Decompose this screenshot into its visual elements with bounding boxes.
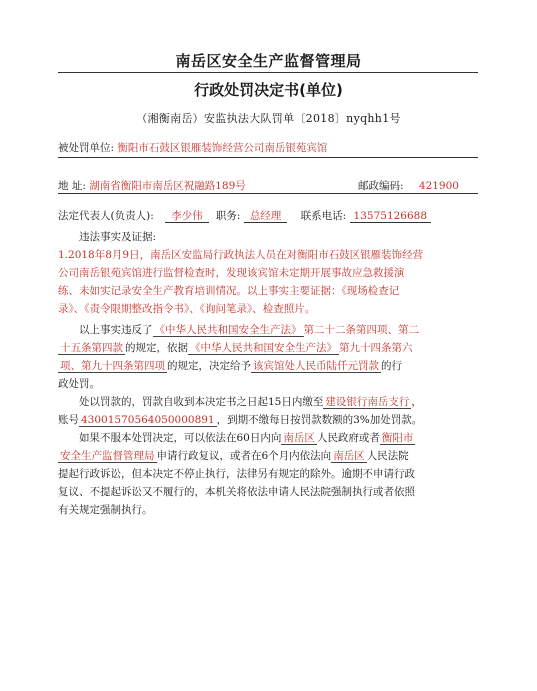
facts-line: 录》、《责令限期整改指令书》、《询问笔录》、检查照片。 — [58, 303, 316, 315]
facts-text: 练、未如实记录安全生产教育培训情况。以上事实主要证据： — [58, 285, 342, 297]
law-name: 《中华人民共和国安全生产法》 — [154, 324, 302, 336]
party-row — [58, 140, 327, 155]
appeal-line — [58, 429, 478, 447]
payment-text: ，到期不缴每日按罚款数额的3%加处罚款。 — [216, 414, 423, 426]
appeal-line: 有关规定强制执行。 — [58, 504, 153, 516]
document-body — [58, 228, 478, 519]
phone-label: 联系电话: — [300, 210, 347, 222]
address-label: 地 址: — [58, 180, 86, 192]
title-divider — [58, 72, 478, 73]
facts-heading: 违法事实及证据: — [79, 231, 157, 243]
evidence-item: 录》 — [58, 303, 74, 315]
penalty-decision: 该宾馆处人民币陆仟元罚款 — [253, 360, 379, 372]
law-clause: 第二十二条第四项、第二 — [303, 324, 419, 336]
evidence-item: 《现场检查记 — [341, 285, 400, 297]
address-row — [58, 178, 246, 193]
title-label: 职务: — [215, 210, 241, 222]
payment-text: 处以罚款的，罚款自收到本决定书之日起15日内缴至 — [79, 396, 324, 408]
payment-line — [58, 393, 478, 411]
legal-basis-line: 政处罚。 — [58, 378, 100, 390]
evidence-item: 《询问笔录》 — [199, 303, 253, 315]
legal-text: 的规定，依据 — [125, 342, 188, 354]
court-district: 南岳区 — [333, 450, 365, 462]
agency-ref: 衡阳市 — [381, 432, 414, 444]
zip-row — [358, 178, 459, 193]
law-clause: 项、第九十四条第四项 — [60, 360, 165, 372]
legal-basis-line — [58, 339, 478, 357]
appeal-text: 人民政府或者 — [316, 432, 380, 444]
party-name-value: 衡阳市石鼓区银雁装饰经营公司南岳银苑宾馆 — [117, 142, 328, 154]
appeal-text: 人民法院 — [366, 450, 409, 462]
appeal-line — [58, 447, 478, 465]
zip-value: 421900 — [418, 180, 459, 192]
document-title: 行政处罚决定书(单位) — [194, 81, 343, 99]
agency-ref: 安全生产监督管理局 — [60, 450, 155, 462]
account-number: 43001570564050000891 — [81, 414, 215, 426]
representative-row — [58, 208, 431, 223]
zip-label: 邮政编码: — [358, 180, 404, 192]
payment-text: ， — [411, 396, 422, 408]
facts-line — [58, 282, 478, 300]
address-underline — [58, 193, 478, 194]
evidence-item: 《责令限期整改指令书》 — [84, 303, 190, 315]
legal-basis-line — [58, 321, 478, 339]
appeal-text: 申请行政复议，或者在6个月内依法向 — [156, 450, 332, 462]
law-clause: 第九十四条第六 — [339, 342, 413, 354]
payment-line — [58, 411, 478, 429]
agency-name: 南岳区安全生产监督管理局 — [175, 52, 362, 70]
law-name: 《中华人民共和国安全生产法》 — [190, 342, 337, 354]
appeal-line: 复议、不提起诉讼又不履行的，本机关将依法申请人民法院强制执行或者依照 — [58, 486, 415, 498]
legal-text: 以上事实违反了 — [79, 324, 153, 336]
law-clause: 十五条第四款 — [60, 342, 123, 354]
title-value: 总经理 — [244, 210, 288, 223]
facts-line: 1.2018年8月9日，南岳区安监局行政执法人员在对衡阳市石鼓区银雁装饰经营 — [58, 249, 424, 261]
rep-value: 李少伟 — [165, 210, 209, 223]
phone-value: 13575126688 — [350, 210, 432, 223]
rep-label: 法定代表人(负责人): — [58, 210, 154, 222]
legal-basis-line — [58, 357, 478, 375]
party-underline — [58, 157, 478, 158]
document-number: （湘衡南岳）安监执法大队罚单〔2018〕nyqhh1号 — [136, 112, 401, 125]
facts-line: 公司南岳银苑宾馆进行监督检查时，发现该宾馆未定期开展事故应急救援演 — [58, 267, 405, 279]
legal-text: 的行 — [381, 360, 402, 372]
evidence-item: 、检查照片。 — [252, 303, 316, 315]
address-value: 湖南省衡阳市南岳区祝融路189号 — [89, 180, 246, 192]
party-name-label: 被处罚单位: — [58, 142, 115, 154]
legal-text: 的规定，决定给予 — [167, 360, 251, 372]
appeal-text: 如果不服本处罚决定，可以依法在60日内向 — [79, 432, 282, 444]
bank-name: 建设银行南岳支行 — [325, 396, 410, 408]
appeal-line: 提起行政诉讼，但本决定不停止执行，法律另有规定的除外。逾期不申请行政 — [58, 468, 415, 480]
payment-text: 账号 — [58, 414, 79, 426]
government-name: 南岳区 — [283, 432, 315, 444]
